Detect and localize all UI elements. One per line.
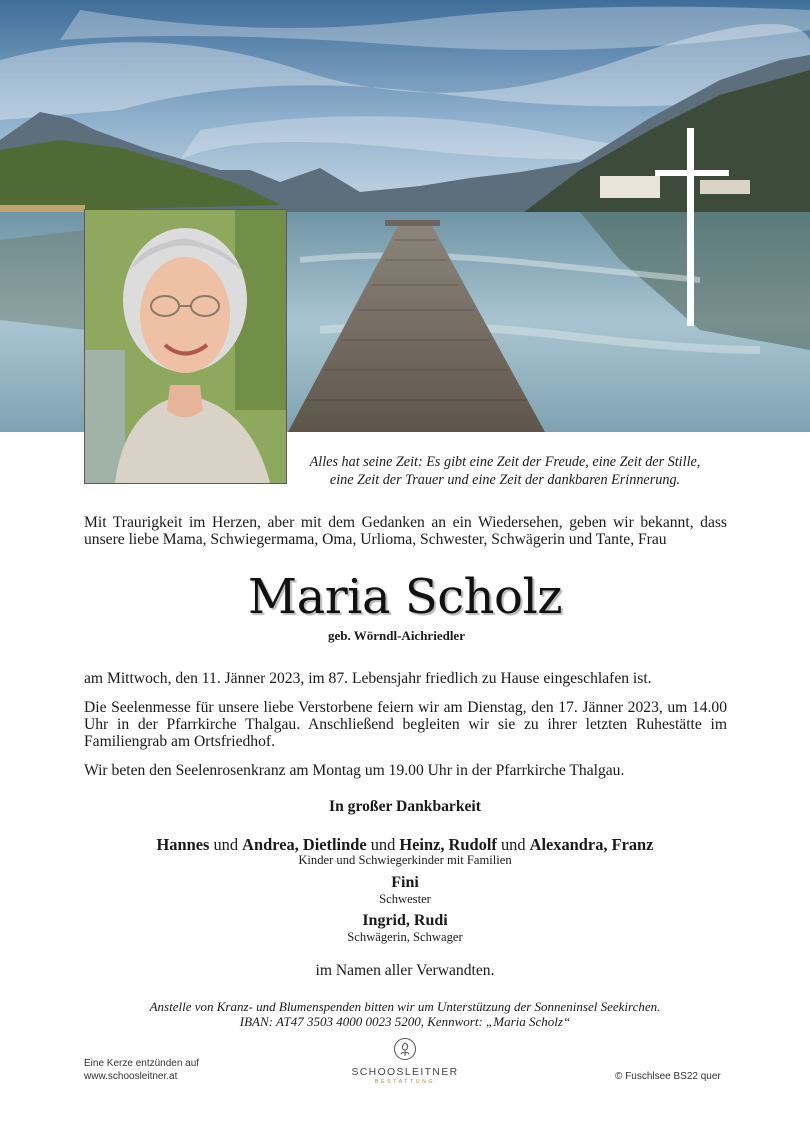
cross-icon <box>655 128 729 326</box>
mourner-name: Hannes <box>156 835 210 854</box>
closing-line: im Namen aller Verwandten. <box>315 962 495 979</box>
death-notice: am Mittwoch, den 11. Jänner 2023, im 87. Lebensjahr friedlich zu Hause eingeschlafen ist. <box>84 670 652 687</box>
portrait-photo <box>84 209 287 484</box>
rosary-notice: Wir beten den Seelenrosenkranz am Montag um 19.00 Uhr in der Pfarrkirche Thalgau. <box>84 762 625 779</box>
logo-title: SCHOOSLEITNER <box>351 1067 459 1078</box>
mass-notice: Die Seelenmesse für unsere liebe Verstorbene feiern wir am Dienstag, den 17. Jänner 2023, um 14.00 Uhr in der Pfarrkirche Thalgau. Anschließend begleiten wir sie zu ihrer letzten Ruhestätte im Familiengrab am Ortsfriedhof. <box>84 699 727 750</box>
intro-text: Mit Traurigkeit im Herzen, aber mit dem Gedanken an ein Wiedersehen, geben wir bekannt, dass unsere liebe Mama, Schwiegermama, Oma, Urlioma, Schwester, Schwägerin und Tante, Frau <box>84 514 727 548</box>
gratitude-heading: In großer Dankbarkeit <box>329 798 481 815</box>
children-names <box>0 835 810 855</box>
mourner-name: Alexandra, Franz <box>529 835 654 854</box>
mourner-name: Andrea, Dietlinde <box>242 835 367 854</box>
candle-text: Eine Kerze entzünden auf <box>84 1058 200 1069</box>
children-relation: Kinder und Schwiegerkinder mit Familien <box>298 853 512 867</box>
in-laws-relation: Schwägerin, Schwager <box>347 930 463 944</box>
sister-relation: Schwester <box>379 892 431 906</box>
memorial-quote <box>290 453 720 489</box>
website-link[interactable]: www.schoosleitner.at <box>84 1071 178 1082</box>
donation-line-1: Anstelle von Kranz- und Blumenspenden bitten wir um Unterstützung der Sonneninsel Seekirchen. <box>149 999 661 1014</box>
donation-line-2: IBAN: AT47 3503 4000 0023 5200, Kennwort: „Maria Scholz“ <box>239 1014 571 1029</box>
conjunction: und <box>209 835 243 854</box>
birth-name: geb. Wörndl-Aichriedler <box>328 628 465 643</box>
rose-icon <box>393 1037 417 1061</box>
template-code: © Fuschlsee BS22 quer <box>615 1071 721 1082</box>
quote-line-2: eine Zeit der Trauer und eine Zeit der dankbaren Erinnerung. <box>329 472 681 488</box>
conjunction: und <box>496 835 530 854</box>
logo-subtitle: BESTATTUNG <box>374 1079 436 1085</box>
deceased-name: Maria Scholz <box>247 569 563 625</box>
in-laws-names: Ingrid, Rudi <box>362 912 448 929</box>
conjunction: und <box>366 835 400 854</box>
sister-name: Fini <box>391 874 419 891</box>
quote-line-1: Alles hat seine Zeit: Es gibt eine Zeit der Freude, eine Zeit der Stille, <box>309 454 701 470</box>
funeral-home-logo <box>340 1037 470 1085</box>
candle-notice <box>84 1057 199 1083</box>
mourner-name: Heinz, Rudolf <box>399 835 497 854</box>
